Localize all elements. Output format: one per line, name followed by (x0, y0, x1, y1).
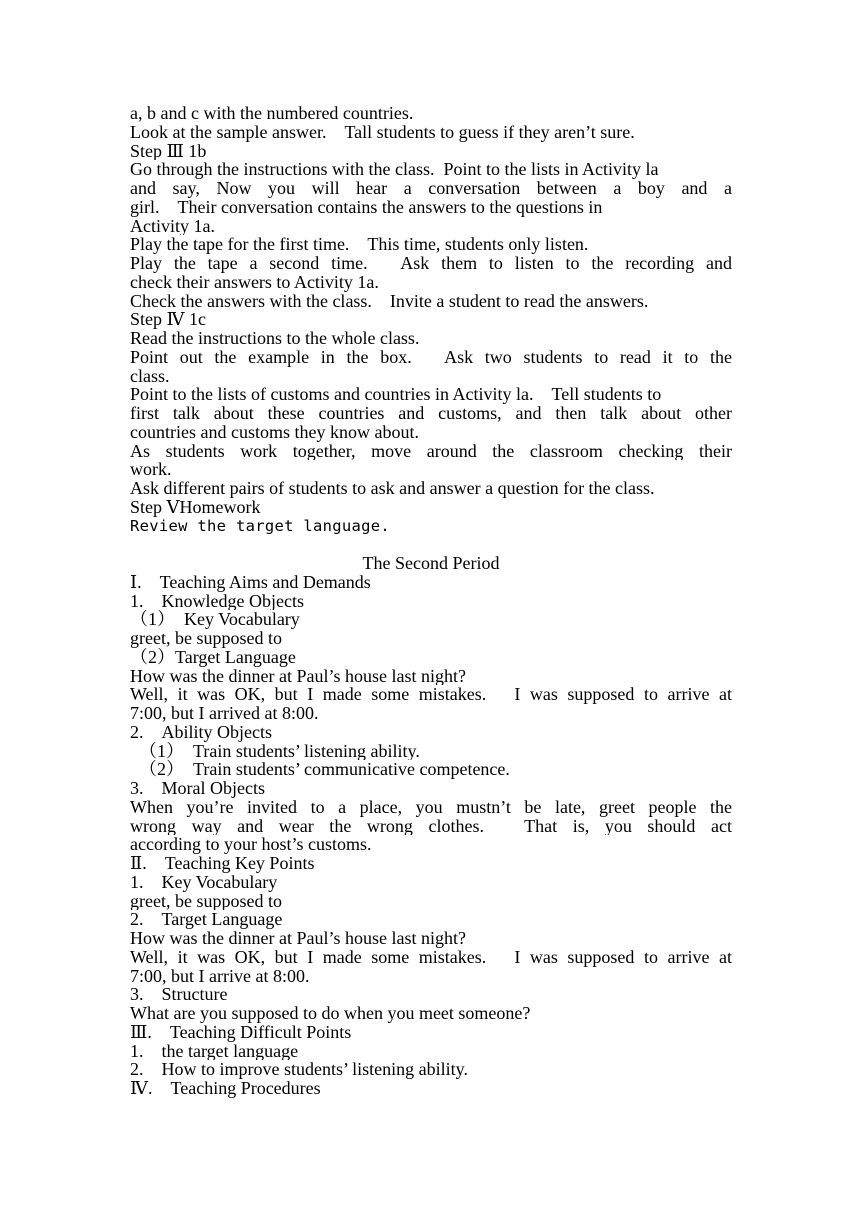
text-line: work. (130, 460, 172, 479)
text-line: Read the instructions to the whole class. (130, 329, 420, 348)
text-line: （2）Target Language (130, 647, 296, 667)
text-line: and say, Now you will hear a conversation between a boy and a (130, 179, 732, 198)
text-line: wrong way and wear the wrong clothes. That is, you should act (130, 816, 732, 836)
text-line: 2. Target Language (130, 910, 283, 929)
text-line: How was the dinner at Paul’s house last night? (130, 929, 466, 948)
text-line: greet, be supposed to (130, 891, 282, 911)
text-line: a, b and c with the numbered countries. (130, 104, 414, 123)
document-page (130, 104, 732, 1098)
text-line: 1. Key Vocabulary (130, 872, 278, 892)
text-line: Ask different pairs of students to ask and answer a question for the class. (130, 479, 655, 498)
text-line: Play the tape for the first time. This time, students only listen. (130, 235, 589, 254)
text-line: （1） Train students’ listening ability. (130, 741, 420, 761)
text-line: Ⅱ. Teaching Key Points (130, 854, 315, 873)
text-line: greet, be supposed to (130, 629, 282, 648)
text-line: countries and customs they know about. (130, 422, 419, 442)
text-line: How was the dinner at Paul’s house last night? (130, 666, 466, 686)
text-line: Activity 1a. (130, 216, 215, 236)
text-line: Review the target language. (130, 516, 391, 535)
text-line: Well, it was OK, but I made some mistakes. I was supposed to arrive at (130, 685, 732, 704)
text-line: class. (130, 366, 170, 386)
section-spacer (130, 535, 732, 554)
text-line: （2） Train students’ communicative competence. (130, 760, 510, 779)
text-line: Look at the sample answer. Tall students to guess if they aren’t sure. (130, 122, 635, 142)
text-line: according to your host’s customs. (130, 835, 372, 854)
text-line: Step Ⅲ 1b (130, 141, 207, 161)
text-line: Ⅳ. Teaching Procedures (130, 1079, 321, 1098)
text-line: Go through the instructions with the class. Point to the lists in Activity la (130, 160, 659, 179)
text-line: 7:00, but I arrive at 8:00. (130, 966, 310, 986)
second-period-section (130, 573, 732, 1098)
text-line: Step ⅤHomework (130, 497, 261, 517)
text-line: first talk about these countries and customs, and then talk about other (130, 404, 732, 423)
text-line: 3. Structure (130, 985, 228, 1004)
text-line: As students work together, move around the classroom checking their (130, 441, 732, 461)
period-title: The Second Period (362, 554, 500, 573)
text-line: 2. Ability Objects (130, 722, 272, 742)
first-period-section (130, 104, 732, 535)
text-line: When you’re invited to a place, you mustn’t be late, greet people the (130, 797, 732, 817)
text-line: 7:00, but I arrived at 8:00. (130, 704, 319, 723)
text-line: 3. Moral Objects (130, 779, 265, 798)
text-line: Ⅲ. Teaching Difficult Points (130, 1022, 352, 1042)
text-line: Point to the lists of customs and countries in Activity la. Tell students to (130, 385, 662, 404)
text-line: Check the answers with the class. Invite a student to read the answers. (130, 291, 649, 311)
text-line: What are you supposed to do when you meet someone? (130, 1004, 531, 1023)
text-line: Point out the example in the box. Ask two students to read it to the (130, 347, 732, 367)
text-line: check their answers to Activity 1a. (130, 272, 379, 292)
text-line: 1. Knowledge Objects (130, 591, 304, 611)
text-line: Ⅰ. Teaching Aims and Demands (130, 572, 371, 592)
text-line: Play the tape a second time. Ask them to listen to the recording and (130, 254, 732, 273)
text-line: 2. How to improve students’ listening ability. (130, 1060, 468, 1079)
text-line: Step Ⅳ 1c (130, 310, 206, 329)
text-line: Well, it was OK, but I made some mistakes. I was supposed to arrive at (130, 947, 732, 967)
text-line: （1） Key Vocabulary (130, 610, 300, 629)
text-line: 1. the target language (130, 1041, 299, 1061)
text-line: girl. Their conversation contains the answers to the questions in (130, 197, 603, 217)
